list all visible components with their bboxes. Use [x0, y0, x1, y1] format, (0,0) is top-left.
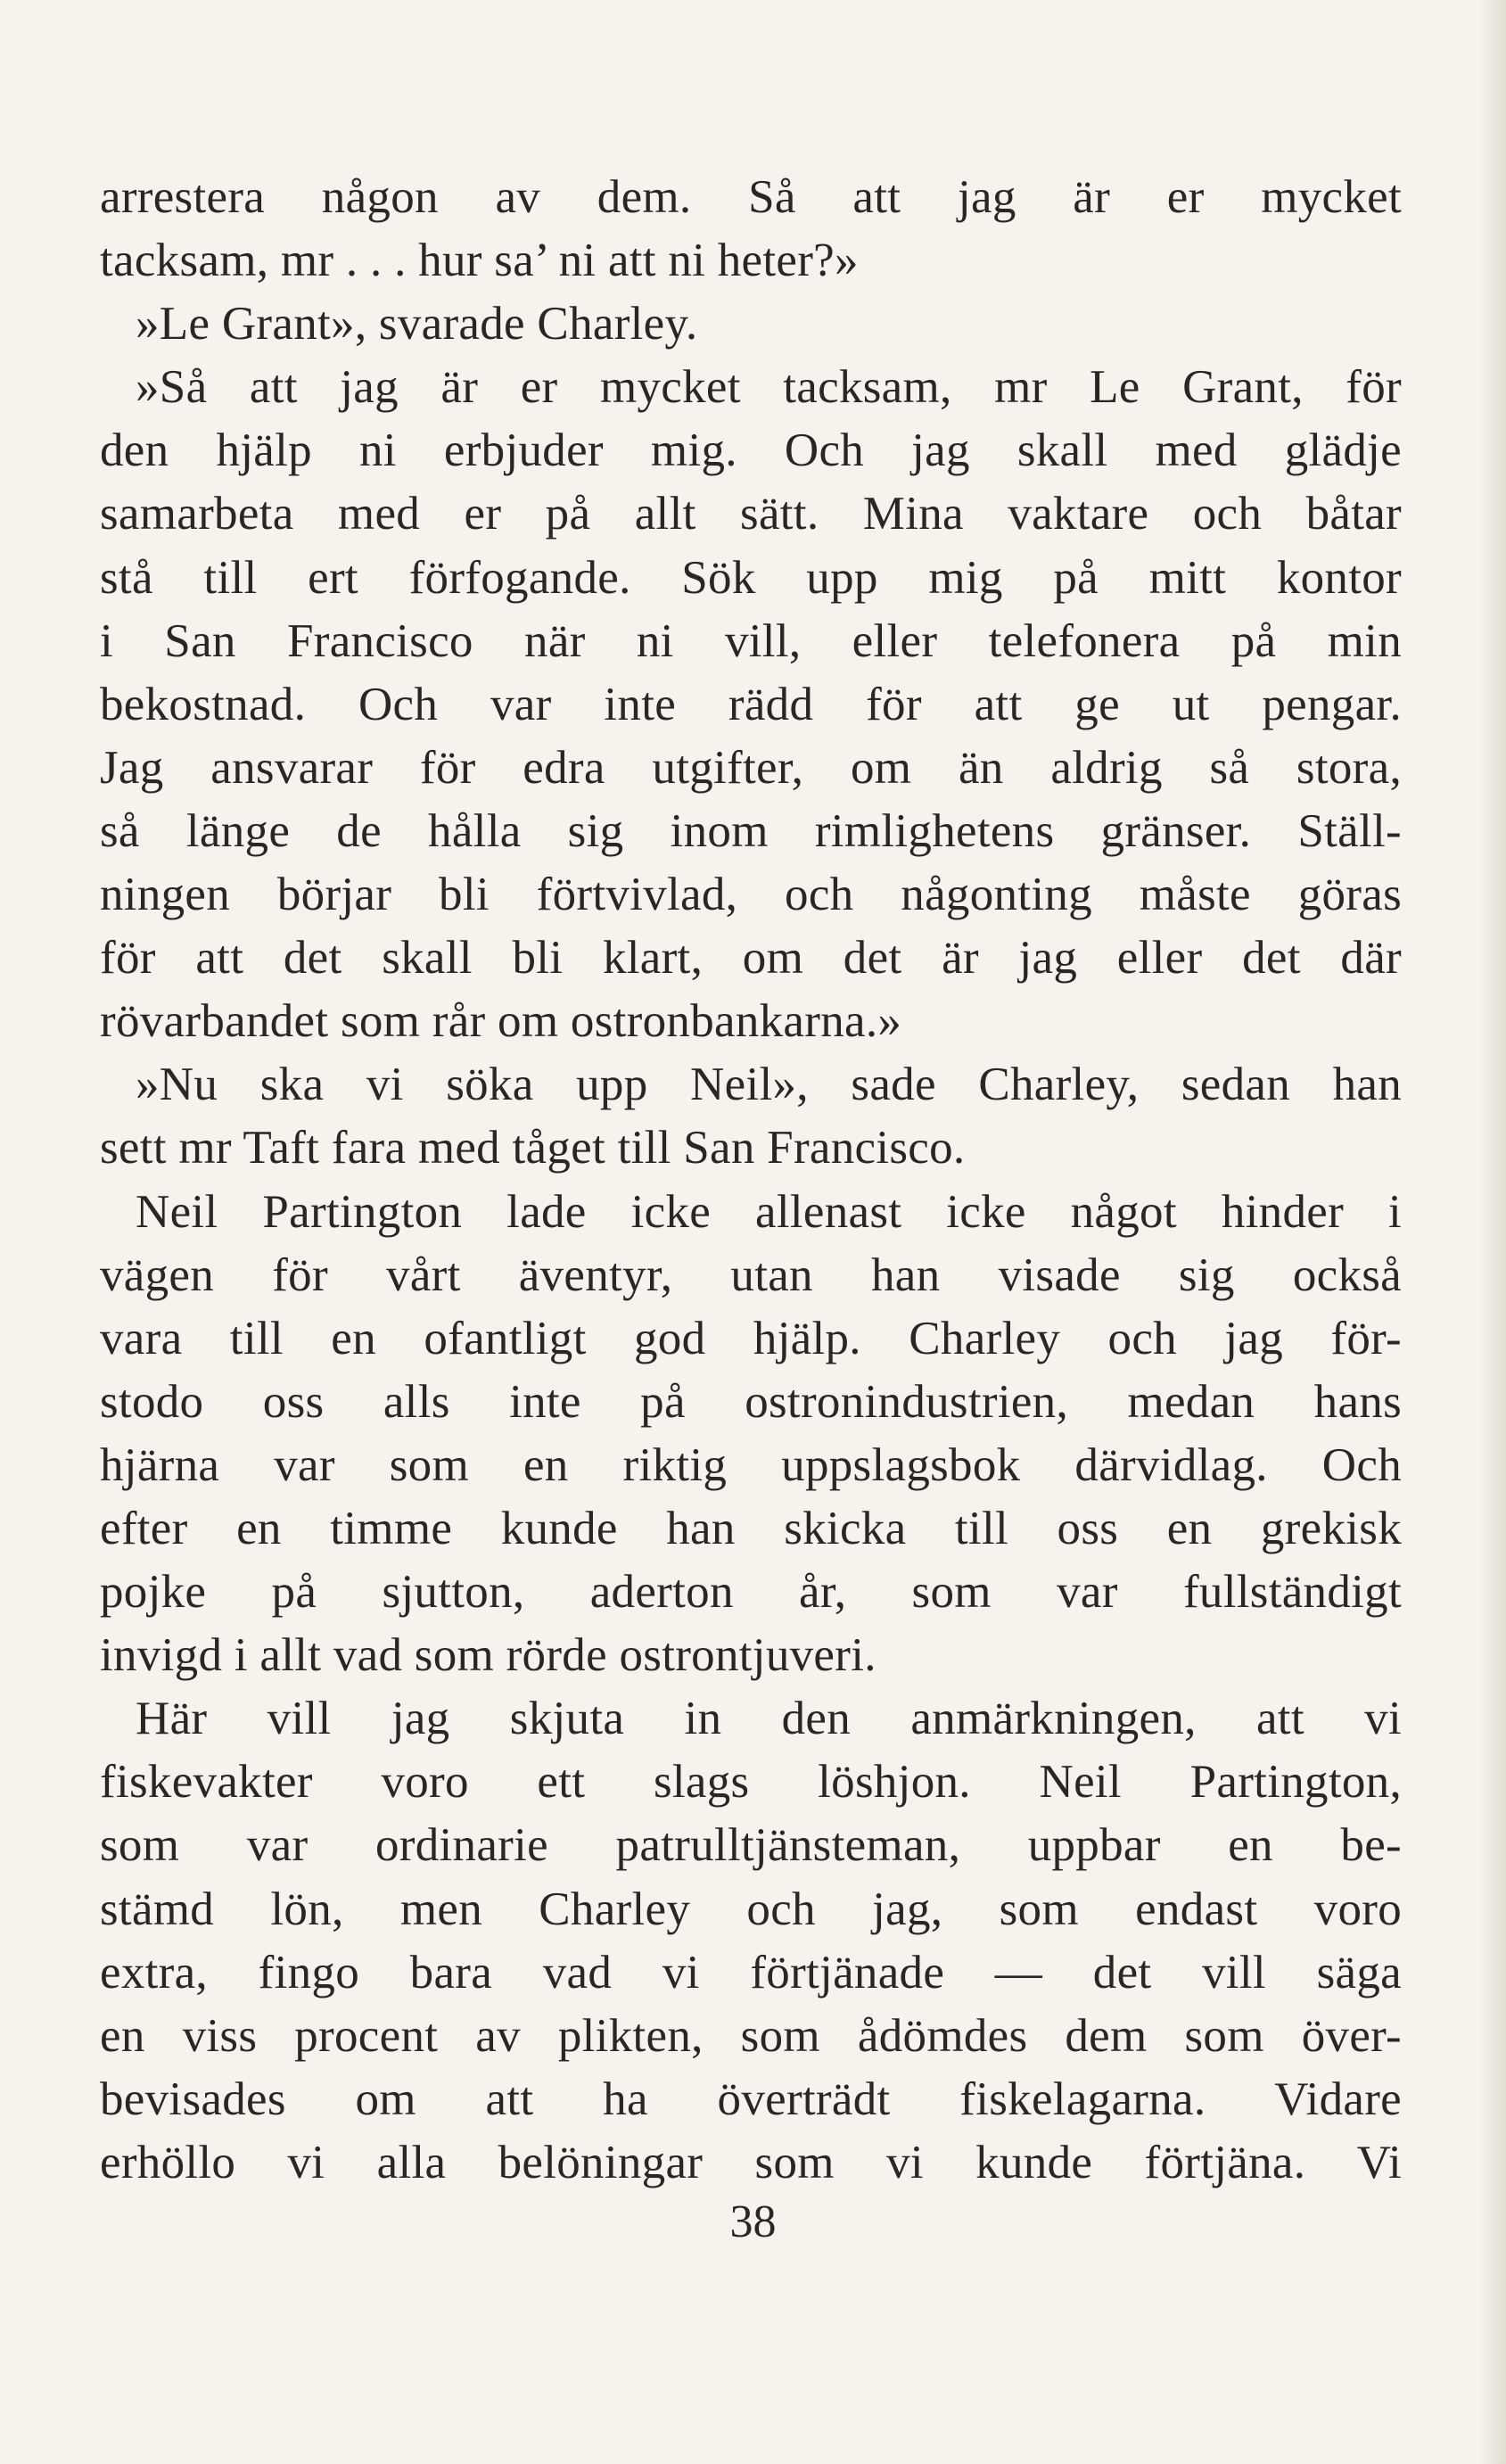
- text-line: sett mr Taft fara med tåget till San Francisco.: [100, 1122, 966, 1174]
- text-line: efter en timme kunde han skicka till oss en grekisk: [100, 1502, 1402, 1554]
- text-line: stå till ert förfogande. Sök upp mig på mitt kontor: [100, 551, 1402, 604]
- text-line: Jag ansvarar för edra utgifter, om än aldrig så stora,: [100, 741, 1402, 794]
- text-line: bevisades om att ha överträdt fiskelagarna. Vidare: [100, 2073, 1402, 2125]
- body-text: [100, 166, 1402, 2195]
- text-line: erhöllo vi alla belöningar som vi kunde förtjäna. Vi: [100, 2136, 1402, 2188]
- text-line: i San Francisco när ni vill, eller telefonera på min: [100, 614, 1402, 667]
- text-line: ningen börjar bli förtvivlad, och någonting måste göras: [100, 869, 1402, 921]
- page-edge-shadow: [1479, 0, 1506, 2464]
- text-line: Här vill jag skjuta in den anmärkningen, att vi: [136, 1693, 1402, 1745]
- text-line: för att det skall bli klart, om det är jag eller det där: [100, 932, 1402, 985]
- text-line: rövarbandet som rår om ostronbankarna.»: [100, 995, 902, 1048]
- text-line: extra, fingo bara vad vi förtjänade — det vill säga: [100, 1946, 1402, 1998]
- text-line: »Le Grant», svarade Charley.: [136, 298, 698, 350]
- text-line: så länge de hålla sig inom rimlighetens gränser. Ställ-: [100, 804, 1402, 857]
- text-line: fiskevakter voro ett slags löshjon. Neil Partington,: [100, 1756, 1402, 1809]
- text-line: »Nu ska vi söka upp Neil», sade Charley, sedan han: [136, 1059, 1402, 1111]
- text-line: samarbeta med er på allt sätt. Mina vaktare och båtar: [100, 488, 1402, 540]
- text-line: vägen för vårt äventyr, utan han visade sig också: [100, 1248, 1402, 1301]
- text-line: som var ordinarie patrulltjänsteman, uppbar en be-: [100, 1819, 1402, 1872]
- text-line: den hjälp ni erbjuder mig. Och jag skall med glädje: [100, 424, 1402, 477]
- text-line: vara till en ofantligt god hjälp. Charley och jag för-: [100, 1312, 1402, 1364]
- text-line: tacksam, mr . . . hur sa’ ni att ni heter?»: [100, 235, 859, 287]
- text-line: en viss procent av plikten, som ådömdes dem som över-: [100, 2009, 1402, 2062]
- text-line: »Så att jag är er mycket tacksam, mr Le Grant, för: [136, 361, 1402, 414]
- text-line: stämd lön, men Charley och jag, som endast voro: [100, 1883, 1402, 1935]
- text-line: stodo oss alls inte på ostronindustrien, medan hans: [100, 1375, 1402, 1428]
- text-line: pojke på sjutton, aderton år, som var fullständigt: [100, 1566, 1402, 1619]
- text-line: hjärna var som en riktig uppslagsbok därvidlag. Och: [100, 1438, 1402, 1491]
- text-line: bekostnad. Och var inte rädd för att ge ut pengar.: [100, 678, 1402, 730]
- page-number: 38: [729, 2196, 777, 2247]
- text-line: arrestera någon av dem. Så att jag är er mycket: [100, 171, 1402, 223]
- text-line: Neil Partington lade icke allenast icke något hinder i: [136, 1185, 1402, 1238]
- text-line: invigd i allt vad som rörde ostrontjuveri.: [100, 1629, 876, 1682]
